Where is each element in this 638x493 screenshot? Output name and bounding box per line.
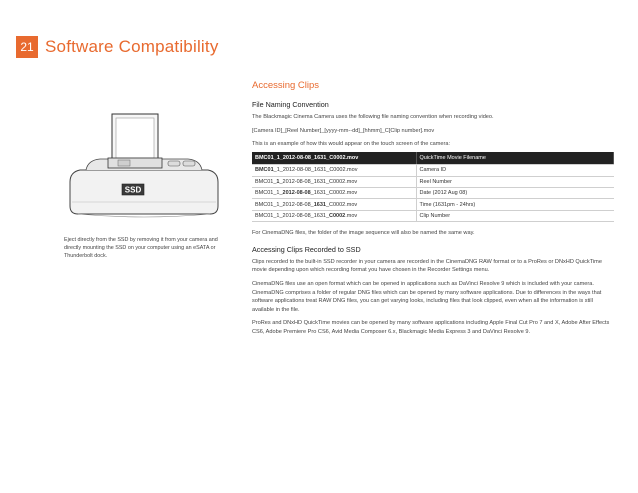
ssd-paragraph: ProRes and DNxHD QuickTime movies can be opened by many software applications including Apple Final Cut Pro 7 and X, Adobe After Effects CS6, Adobe Premiere Pro CS6, Avid Media Composer 6.x, Blackmagic Media Express 3 and DaVinci Resolve 9.	[252, 320, 610, 335]
naming-example-intro: This is an example of how this would appear on the touch screen of the camera:	[252, 141, 451, 148]
main-content	[252, 80, 614, 342]
table-header-filename: BMC01_1_2012-08-08_1631_C0002.mov	[252, 152, 416, 165]
table-header-row	[252, 152, 614, 165]
ssd-paragraph: CinemaDNG files use an open format which can be opened in applications such as DaVinci Resolve 9 which is included with your camera. CinemaDNG comprises a folder of regular DNG files which can be opened by many software applications. Due to differences in the ways that software applications treat RAW DNG files, you can get varying looks, including files that look clipped, even when all the information is still available in the file.	[252, 281, 602, 313]
table-header-meaning: QuickTime Movie Filename	[416, 152, 614, 165]
page-number: 21	[16, 36, 38, 58]
naming-intro: The Blackmagic Cinema Camera uses the following file naming convention when recording video.	[252, 114, 494, 120]
heading-file-naming: File Naming Convention	[252, 100, 329, 109]
table-row: BMC01_1_2012-08-08_1631_C0002.mov Clip Number	[252, 210, 614, 221]
table-row: BMC01_1_2012-08-08_1631_C0002.mov Time (1631pm - 24hrs)	[252, 199, 614, 210]
section-title: Software Compatibility	[45, 37, 219, 56]
table-row: BMC01_1_2012-08-08_1631_C0002.mov Date (2012 Aug 08)	[252, 188, 614, 199]
table-row: BMC01_1_2012-08-08_1631_C0002.mov Camera ID	[252, 165, 614, 176]
figure-caption: Eject directly from the SSD by removing it from your camera and directly mounting the SSD on your computer using an eSATA or Thunderbolt dock.	[64, 237, 218, 259]
page-header	[16, 36, 219, 58]
cinemadng-folder-note: For CinemaDNG files, the folder of the image sequence will also be named the same way.	[252, 230, 475, 237]
naming-pattern: [Camera ID]_[Reel Number]_[yyyy-mm--dd]_[hhmm]_C[Clip number].mov	[252, 127, 435, 134]
ssd-paragraph: Clips recorded to the built-in SSD recorder in your camera are recorded in the CinemaDNG RAW format or to a ProRes or DNxHD QuickTime movie depending upon which recording format you have chosen in the Recorder Settings menu.	[252, 258, 602, 274]
heading-accessing-ssd: Accessing Clips Recorded to SSD	[252, 244, 361, 254]
heading-accessing-clips: Accessing Clips	[252, 80, 320, 91]
table-row: BMC01_1_2012-08-08_1631_C0002.mov Reel Number	[252, 176, 614, 187]
filename-table	[252, 152, 614, 222]
ssd-dock-illustration	[64, 110, 224, 220]
ssd-label: SSD	[124, 185, 142, 195]
